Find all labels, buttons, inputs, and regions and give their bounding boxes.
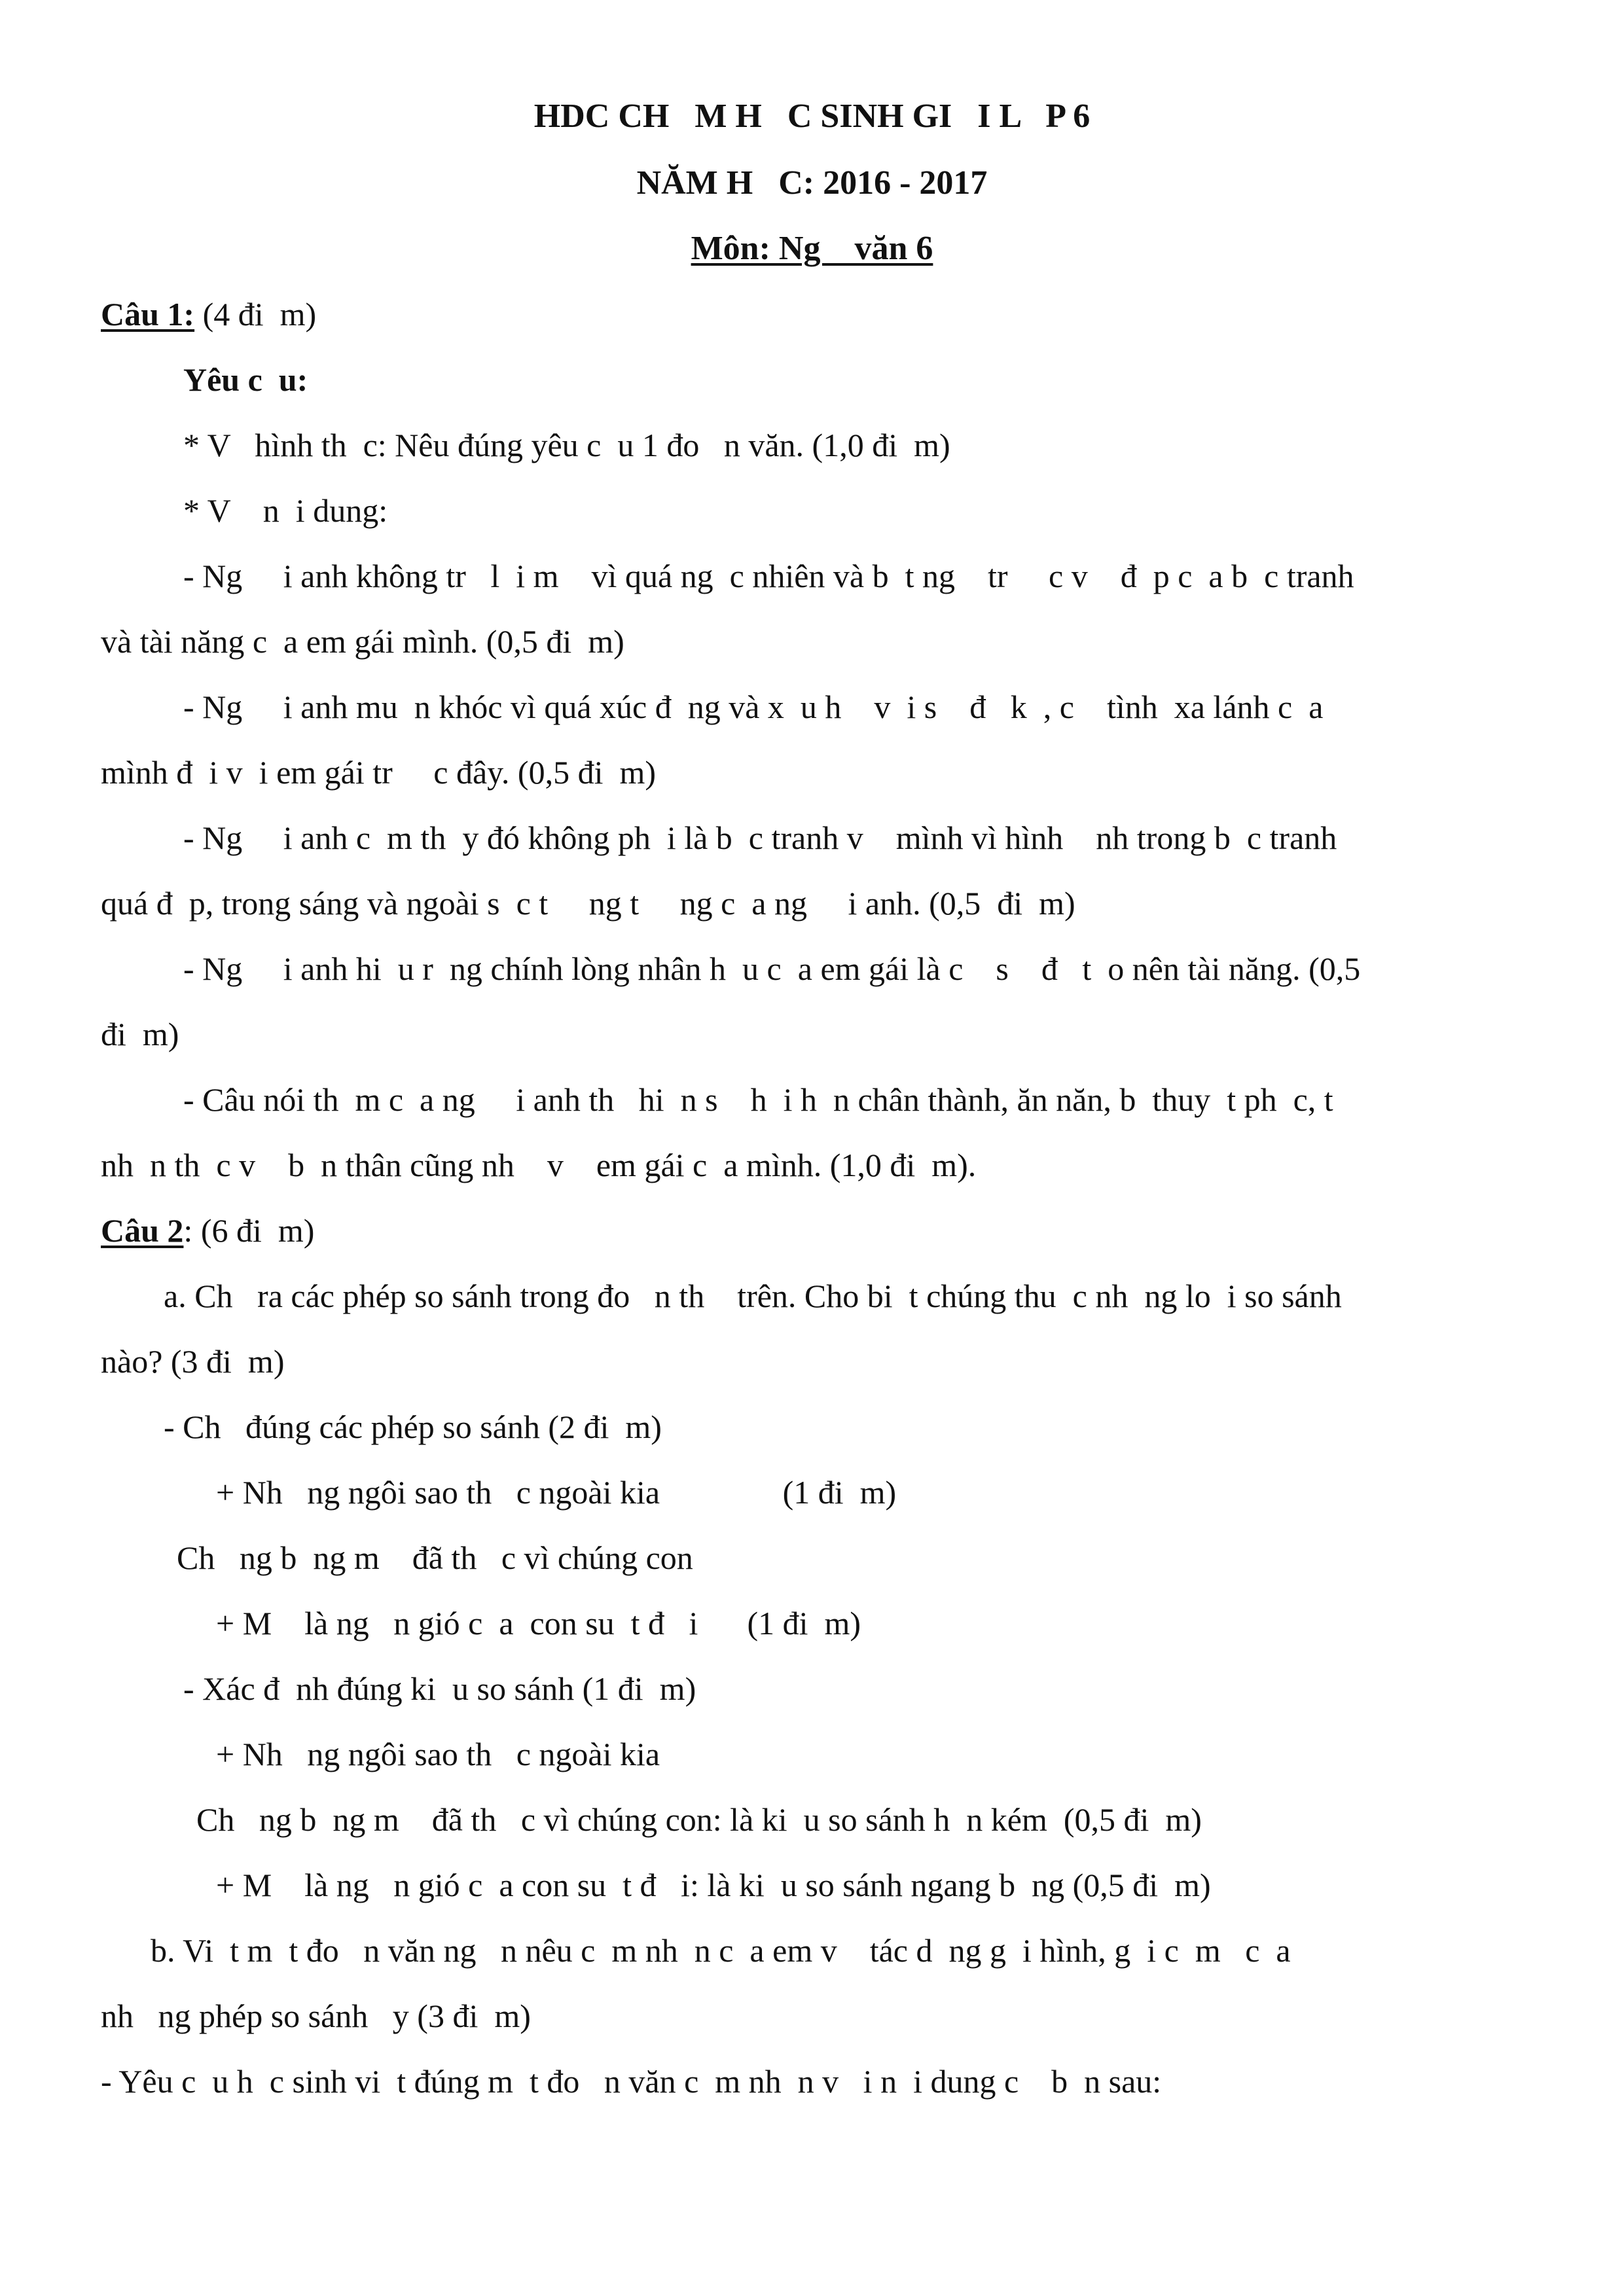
q1-point-4-cont: đi m) [101, 1016, 179, 1052]
q2-a-item-4: + M là ng n gió c a con su t đ i (1 đi m) [216, 1605, 861, 1641]
q2-a-item-6: + Nh ng ngôi sao th c ngoài kia [216, 1736, 660, 1772]
q1-point-3-cont: quá đ p, trong sáng và ngoài s c t ng t ng c a ng i anh. (0,5 đi m) [101, 885, 1075, 922]
q1-point-3: - Ng i anh c m th y đó không ph i là b c tranh v mình vì hình nh trong b c tranh [183, 819, 1337, 856]
question-2-heading [101, 1211, 314, 1250]
q2-part-b-cont: nh ng phép so sánh y (3 đi m) [101, 1998, 531, 2034]
q2-a-item-8: + M là ng n gió c a con su t đ i: là ki u so sánh ngang b ng (0,5 đi m) [216, 1867, 1211, 1903]
q2-a-item-3: Ch ng b ng m đã th c vì chúng con [177, 1539, 693, 1576]
q2-final-requirement: - Yêu c u h c sinh vi t đúng m t đo n văn c m nh n v i n i dung c b n sau: [101, 2063, 1162, 2100]
q1-point-1-cont: và tài năng c a em gái mình. (0,5 đi m) [101, 623, 624, 660]
question-1-label: Câu 1: [101, 296, 195, 332]
q2-part-b: b. Vi t m t đo n văn ng n nêu c m nh n c a em v tác d ng g i hình, g i c m c a [151, 1932, 1291, 1969]
q1-point-2: - Ng i anh mu n khóc vì quá xúc đ ng và x u h v i s đ k , c tình xa lánh c a [183, 689, 1324, 725]
q1-content-heading: * V n i dung: [183, 492, 388, 529]
q2-a-item-1: - Ch đúng các phép so sánh (2 đi m) [164, 1408, 662, 1445]
question-2-label: Câu 2 [101, 1212, 184, 1249]
q1-point-2-cont: mình đ i v i em gái tr c đây. (0,5 đi m) [101, 754, 656, 791]
q2-a-item-7: Ch ng b ng m đã th c vì chúng con: là ki u so sánh h n kém (0,5 đi m) [196, 1801, 1202, 1838]
requirement-heading: Yêu c u: [183, 361, 308, 398]
q2-a-item-2: + Nh ng ngôi sao th c ngoài kia (1 đi m) [216, 1474, 897, 1511]
q1-form-line: * V hình th c: Nêu đúng yêu c u 1 đo n văn. (1,0 đi m) [183, 427, 950, 463]
q1-point-5-cont: nh n th c v b n thân cũng nh v em gái c a mình. (1,0 đi m). [101, 1147, 977, 1183]
question-1-score: (4 đi m) [194, 296, 317, 332]
question-2-score: : (6 đi m) [183, 1212, 315, 1249]
question-1-heading [101, 295, 316, 334]
subject-heading [0, 229, 1624, 268]
q2-part-a-cont: nào? (3 đi m) [101, 1343, 285, 1380]
q1-point-5: - Câu nói th m c a ng i anh th hi n s h i h n chân thành, ăn năn, b thuy t ph c, t [183, 1081, 1333, 1118]
q2-part-a: a. Ch ra các phép so sánh trong đo n th trên. Cho bi t chúng thu c nh ng lo i so sánh [164, 1278, 1342, 1314]
q1-point-1: - Ng i anh không tr l i m vì quá ng c nhiên và b t ng tr c v đ p c a b c tranh [183, 558, 1354, 594]
q2-a-item-5: - Xác đ nh đúng ki u so sánh (1 đi m) [183, 1670, 696, 1707]
document-title: HDC CH M H C SINH GI I L P 6 [533, 98, 1091, 135]
school-year: NĂM H C: 2016 - 2017 [636, 164, 988, 202]
subject-text: Môn: Ng văn 6 [691, 230, 933, 267]
q1-point-4: - Ng i anh hi u r ng chính lòng nhân h u c a em gái là c s đ t o nên tài năng. (0,5 [183, 950, 1361, 987]
